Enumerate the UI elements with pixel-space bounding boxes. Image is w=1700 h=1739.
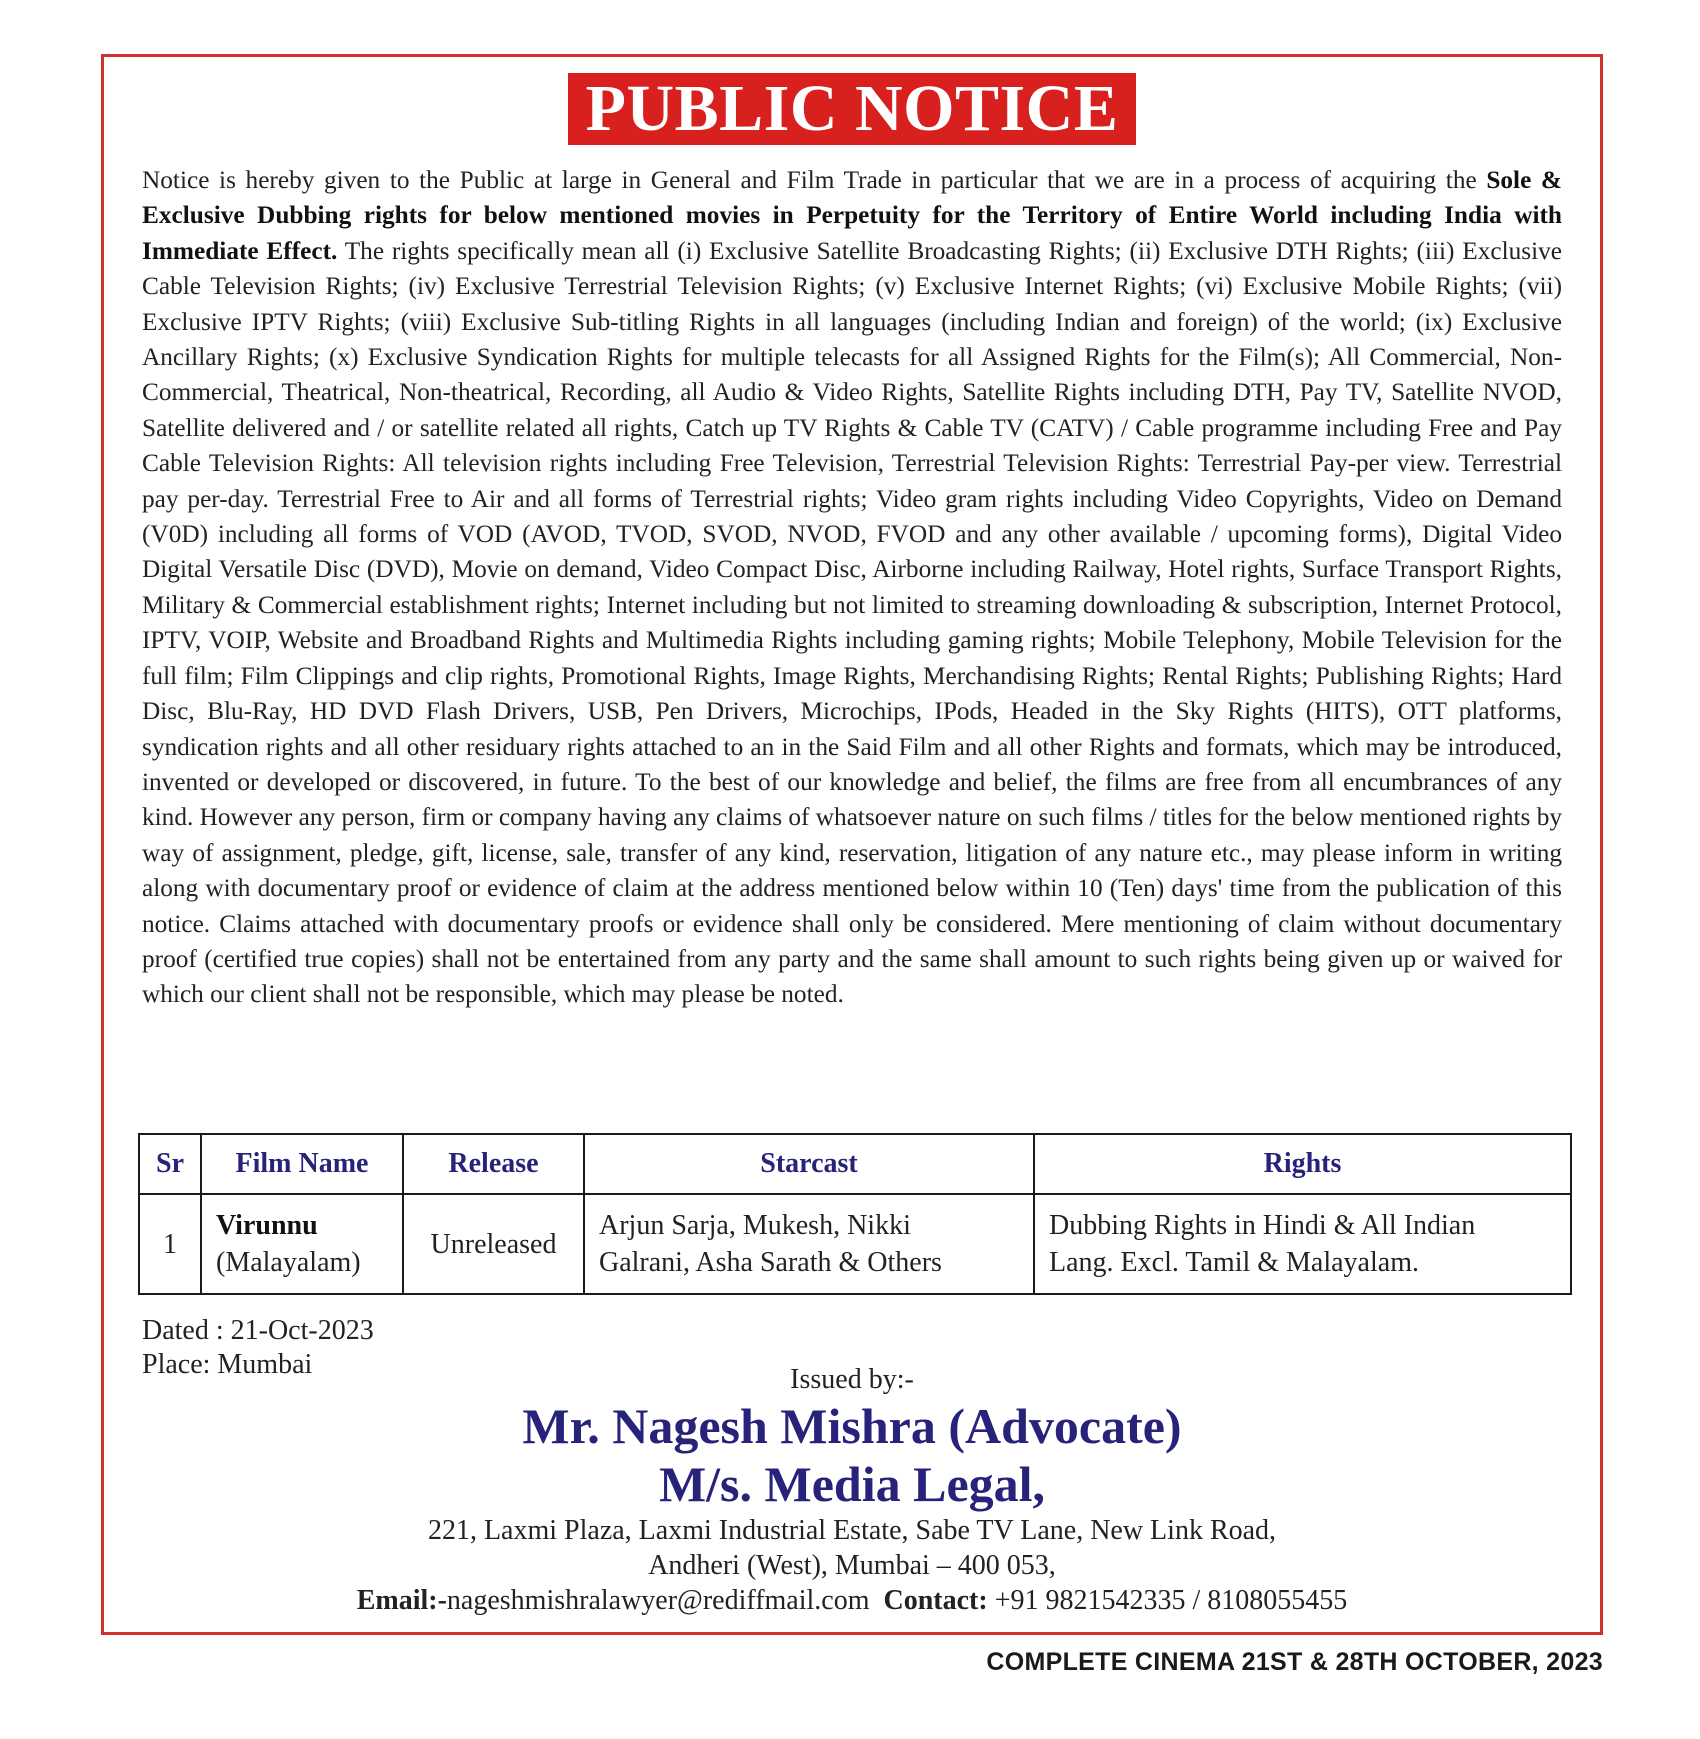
cell-release: Unreleased: [403, 1194, 584, 1294]
film-language: (Malayalam): [216, 1247, 361, 1278]
notice-rights-text: The rights specifically mean all (i) Exclusive Satellite Broadcasting Rights; (ii) Exclusive DTH Rights; (iii) Exclusive Cable Television Rights; (iv) Exclusive Terrestrial Television Rights; (v) Exclusive Internet Rights; (vi) Exclusive Mobile Rights; (vii) Exclusive IPTV Rights; (viii) Exclusive Sub-titling Rights in all languages (including Indian and foreign) of the world; (ix) Exclusive Ancillary Rights; (x) Exclusive Syndication Rights for multiple telecasts for all Assigned Rights for the Film(s); All Commercial, Non-Commercial, Theatrical, Non-theatrical, Recording, all Audio & Video Rights, Satellite Rights including DTH, Pay TV, Satellite NVOD, Satellite delivered and / or satellite related all rights, Catch up TV Rights & Cable TV (CATV) / Cable programme including Free and Pay Cable Television Rights: All television rights including Free Television, Terrestrial Television Rights: Terrestrial Pay-per view. Terrestrial pay per-day. Terrestrial Free to Air and all forms of Terrestrial rights; Video gram rights including Video Copyrights, Video on Demand (V0D) including all forms of VOD (AVOD, TVOD, SVOD, NVOD, FVOD and any other available / upcoming forms), Digital Video Digital Versatile Disc (DVD), Movie on demand, Video Compact Disc, Airborne including Railway, Hotel rights, Surface Transport Rights, Military & Commercial establishment rights; Internet including but not limited to streaming downloading & subscription, Internet Protocol, IPTV, VOIP, Website and Broadband Rights and Multimedia Rights including gaming rights; Mobile Telephony, Mobile Television for the full film; Film Clippings and clip rights, Promotional Rights, Image Rights, Merchandising Rights; Rental Rights; Publishing Rights; Hard Disc, Blu-Ray, HD DVD Flash Drivers, USB, Pen Drivers, Microchips, IPods, Headed in the Sky Rights (HITS), OTT platforms, syndication rights and all other residuary rights attached to an in the Said Film and all other Rights and formats, which may be introduced, invented or developed or discovered, in future. To the best of our knowledge and belief, the films are free from all encumbrances of any kind. However any person, firm or company having any claims of whatsoever nature on such films / titles for the below mentioned rights by way of assignment, pledge, gift, license, sale, transfer of any kind, reservation, litigation of any nature etc., may please inform in writing along with documentary proof or evidence of claim at the address mentioned below within 10 (Ten) days' time from the publication of this notice. Claims attached with documentary proofs or evidence shall only be considered. Mere mentioning of claim without documentary proof (certified true copies) shall not be entertained from any party and the same shall amount to such rights being given up or waived for which our client shall not be responsible, which may please be noted.: [142, 236, 1562, 1009]
email-label: Email:-: [356, 1585, 447, 1616]
rights-line-1: Dubbing Rights in Hindi & All Indian: [1049, 1210, 1476, 1241]
header-starcast: Starcast: [584, 1134, 1034, 1194]
notice-intro: Notice is hereby given to the Public at large in General and Film Trade in particular that we are in a process of acquiring the: [142, 166, 1487, 194]
cell-sr: 1: [139, 1194, 201, 1294]
notice-frame: [101, 54, 1603, 1635]
notice-bold-statement: Sole & Exclusive Dubbing rights for below mentioned movies in Perpetuity for the Territory of Entire World including India with Immediate Effect.: [142, 166, 1562, 265]
header-film-name: Film Name: [201, 1134, 403, 1194]
email-link[interactable]: nageshmishralawyer@rediffmail.com: [446, 1585, 870, 1616]
table-header-row: [139, 1134, 1571, 1194]
firm-name: M/s. Media Legal,: [658, 1456, 1046, 1512]
contact-label: Contact:: [883, 1585, 988, 1616]
starcast-line-1: Arjun Sarja, Mukesh, Nikki: [599, 1210, 911, 1241]
header-sr: Sr: [139, 1134, 201, 1194]
notice-body: [142, 163, 1562, 1013]
title-wrap: [104, 73, 1600, 145]
cell-film-name: [201, 1194, 403, 1294]
cell-starcast: [584, 1194, 1034, 1294]
publication-footer: COMPLETE CINEMA 21ST & 28TH OCTOBER, 2023: [986, 1648, 1603, 1676]
issuer-block: [104, 1363, 1600, 1618]
contact-line: [104, 1583, 1600, 1618]
film-title: Virunnu: [216, 1210, 318, 1241]
films-table: [138, 1133, 1572, 1295]
header-release: Release: [403, 1134, 584, 1194]
phone-numbers: +91 9821542335 / 8108055455: [994, 1585, 1348, 1616]
header-rights: Rights: [1034, 1134, 1571, 1194]
advocate-name: Mr. Nagesh Mishra (Advocate): [522, 1398, 1182, 1454]
table-row: [139, 1194, 1571, 1294]
cell-rights: [1034, 1194, 1571, 1294]
dated: Dated : 21-Oct-2023: [142, 1315, 374, 1346]
address-line-1: 221, Laxmi Plaza, Laxmi Industrial Estate, Sabe TV Lane, New Link Road,: [427, 1515, 1277, 1546]
starcast-line-2: Galrani, Asha Sarath & Others: [599, 1247, 942, 1278]
place: Place: Mumbai: [142, 1349, 313, 1380]
address-line-2: Andheri (West), Mumbai – 400 053,: [648, 1550, 1056, 1581]
rights-line-2: Lang. Excl. Tamil & Malayalam.: [1049, 1247, 1419, 1278]
notice-title: PUBLIC NOTICE: [568, 73, 1137, 145]
issued-by-label: Issued by:-: [790, 1364, 914, 1395]
